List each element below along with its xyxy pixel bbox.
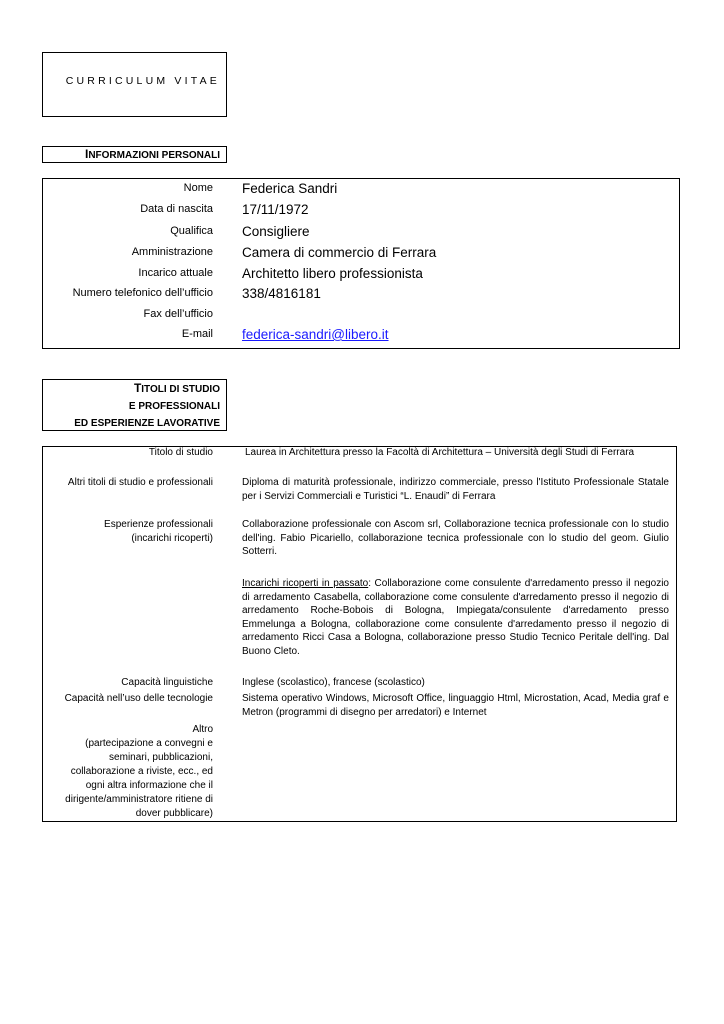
studies-header-line1 (43, 380, 220, 398)
value-incarichi-passato (242, 577, 669, 658)
label-lingue: Capacità linguistiche (121, 677, 213, 688)
field-value-data-nascita: 17/11/1972 (242, 202, 309, 217)
field-label-amministrazione: Amministrazione (131, 246, 213, 258)
field-label-nome: Nome (183, 182, 213, 194)
altro-line: ogni altra informazione che il (85, 780, 213, 791)
altro-line: (partecipazione a convegni e (85, 738, 213, 749)
email-link[interactable]: federica-sandri@libero.it (242, 327, 389, 342)
studies-header-initial: T (133, 381, 142, 395)
studies-header-line2: E PROFESSIONALI (128, 401, 220, 412)
field-label-telefono: Numero telefonico dell’ufficio (72, 287, 213, 299)
altro-line: dirigente/amministratore ritiene di (65, 794, 213, 805)
field-label-incarico: Incarico attuale (138, 267, 213, 279)
label-esperienze-line1: Esperienze professionali (104, 519, 213, 530)
altro-line: Altro (192, 724, 213, 735)
field-value-nome: Federica Sandri (242, 181, 338, 196)
label-esperienze (104, 518, 213, 546)
value-altri-titoli: Diploma di maturità professionale, indirizzo commerciale, presso l'Istituto Professionale Statale per i Servizi Commerciali e Turistici “L. Enaudi” di Ferrara (242, 477, 669, 502)
cv-title-box (42, 52, 227, 117)
field-value-telefono: 338/4816181 (242, 286, 321, 301)
field-value-email[interactable] (242, 327, 389, 342)
value-lingue: Inglese (scolastico), francese (scolastico) (242, 677, 425, 688)
personal-header-initial: I (84, 147, 89, 161)
studies-header-line1-rest: ITOLI DI STUDIO (141, 384, 220, 395)
label-titolo-studio: Titolo di studio (148, 447, 213, 458)
value-esperienze: Collaborazione professionale con Ascom srl, Collaborazione tecnica professionale con lo studio dell'ing. Fabio Picariello, collaborazione tecnica professionale con lo studio del geom. Giulio Sotterri. (242, 519, 669, 557)
label-esperienze-line2: (incarichi ricoperti) (131, 533, 213, 544)
personal-header-rest: NFORMAZIONI PERSONALI (88, 150, 220, 161)
value-titolo-studio: Laurea in Architettura presso la Facoltà di Architettura – Università degli Studi di Ferrara (245, 447, 635, 458)
label-altri-titoli: Altri titoli di studio e professionali (67, 477, 213, 488)
incarichi-passato-text: : Collaborazione come consulente d'arredamento presso il negozio di arredamento Casabella, collaborazione come consulente d'arredamento presso il negozio di arredamento Roche-Bobois di Bologna, Impiegata/consulente d'arredamento presso Emmelunga a Bologna, collaborazione come consulente d'arredamento presso il negozio di arredamento Ricci Casa a Bologna, collaborazione presso Studio Tecnico Peritale dell'ing. Dal Buono Cleto. (242, 578, 669, 657)
altro-line: dover pubblicare) (135, 808, 213, 819)
field-label-qualifica: Qualifica (170, 225, 213, 237)
altro-line: collaborazione a riviste, ecc., ed (70, 766, 213, 777)
field-value-qualifica: Consigliere (242, 224, 310, 239)
value-tecnologie: Sistema operativo Windows, Microsoft Office, linguaggio Html, Microstation, Acad, Media graf e Metron (programmi di disegno per arredatori) e Internet (242, 693, 669, 718)
altro-line: seminari, pubblicazioni, (109, 752, 213, 763)
personal-info-header (42, 146, 227, 163)
field-label-data-nascita: Data di nascita (140, 203, 213, 215)
studies-header (42, 379, 227, 431)
field-label-email: E-mail (181, 328, 213, 340)
personal-info-frame (42, 178, 680, 349)
label-altro (65, 723, 213, 821)
studies-header-line3: ED ESPERIENZE LAVORATIVE (74, 418, 220, 429)
label-tecnologie: Capacità nell’uso delle tecnologie (64, 693, 213, 704)
incarichi-passato-label: Incarichi ricoperti in passato (242, 578, 369, 589)
field-value-amministrazione: Camera di commercio di Ferrara (242, 245, 437, 260)
field-label-fax: Fax dell’ufficio (143, 308, 213, 320)
field-value-incarico: Architetto libero professionista (242, 266, 423, 281)
cv-title: CURRICULUM VITAE (65, 75, 220, 87)
